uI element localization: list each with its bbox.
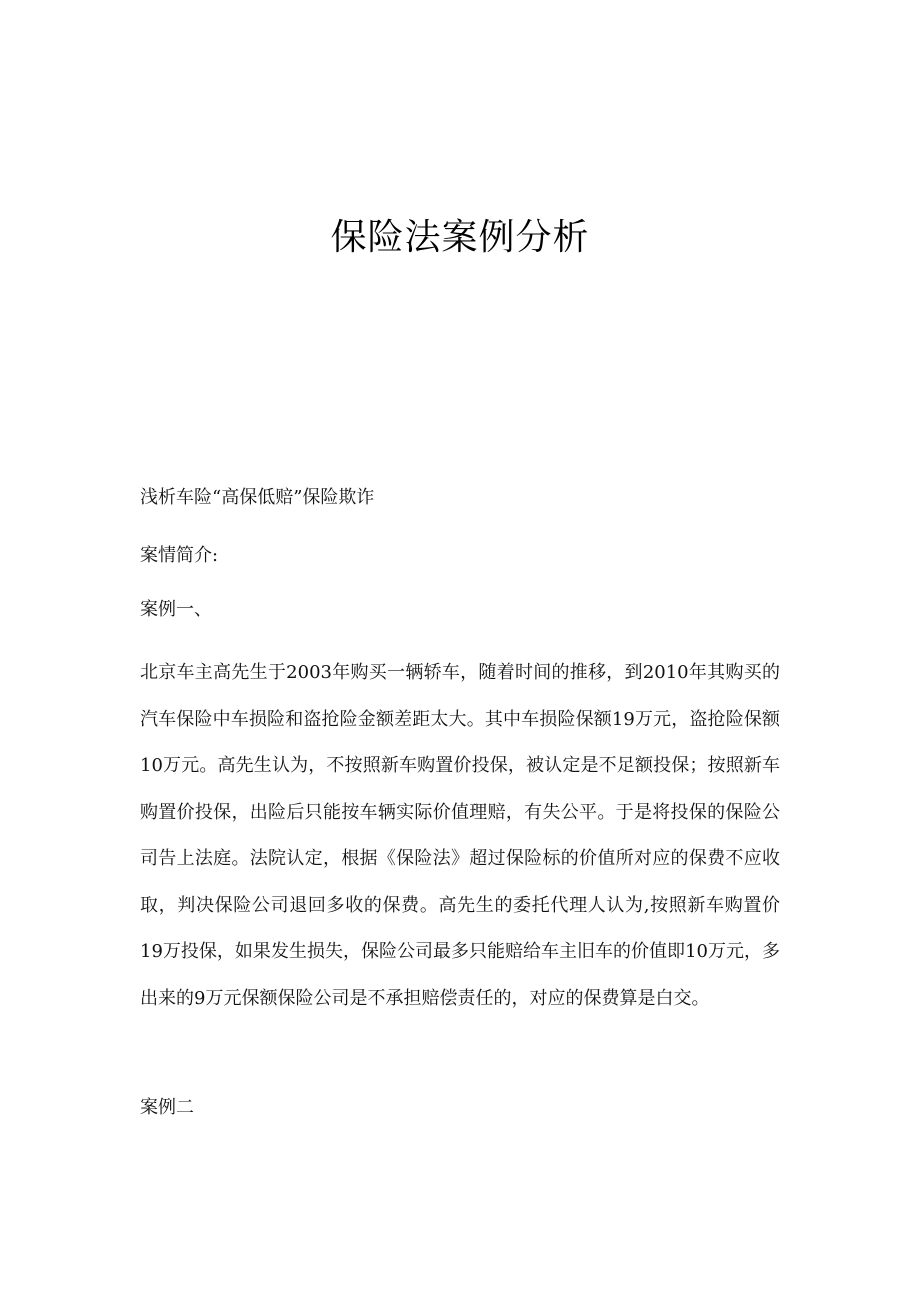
- document-title: 保险法案例分析: [330, 217, 590, 258]
- case-two-label: 案例二: [140, 1097, 194, 1118]
- case-one-label: 案例一、: [140, 599, 212, 620]
- section-heading: 案情简介:: [140, 545, 219, 566]
- subtitle: 浅析车险“高保低赔”保险欺诈: [140, 487, 375, 508]
- case-one-paragraph: 北京车主高先生于2003年购买一辆轿车，随着时间的推移，到2010年其购买的汽车保险中车损险和盗抢险金额差距太大。其中车损险保额19万元，盗抢险保额10万元。高先生认为，不按照新车购置价投保，被认定是不足额投保；按照新车购置价投保，出险后只能按车辆实际价值理赔，有失公平。于是将投保的保险公司告上法庭。法院认定，根据《保险法》超过保险标的价值所对应的保费不应收取，判决保险公司退回多收的保费。高先生的委托代理人认为,按照新车购置价19万投保，如果发生损失，保险公司最多只能赔给车主旧车的价值即10万元，多出来的9万元保额保险公司是不承担赔偿责任的，对应的保费算是白交。: [140, 662, 780, 1009]
